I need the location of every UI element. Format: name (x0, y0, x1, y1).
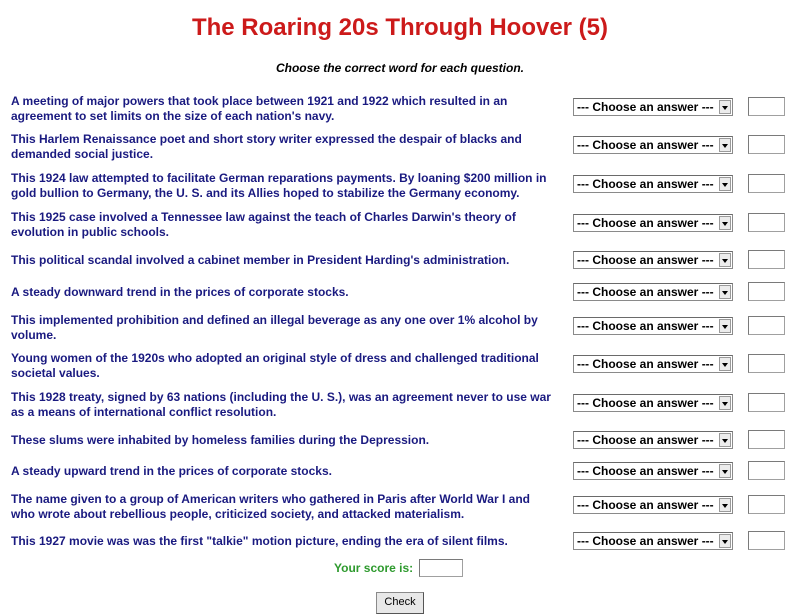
question-text: This 1927 movie was was the first "talkie" motion picture, ending the era of silent films. (11, 534, 508, 548)
answer-field[interactable] (748, 531, 785, 550)
score-field[interactable] (419, 559, 463, 577)
question-text: This 1924 law attempted to facilitate German reparations payments. By loaning $200 million in gold bullion to Germany, the U. S. and its Allies hoped to stabilize the Germany economy. (11, 171, 547, 200)
chevron-down-icon[interactable] (719, 285, 731, 299)
dropdown-selected-value: --- Choose an answer --- (577, 177, 714, 191)
answer-dropdown[interactable] (573, 496, 733, 514)
check-button[interactable]: Check (376, 592, 424, 614)
answer-dropdown[interactable] (573, 317, 733, 335)
question-text: This implemented prohibition and defined an illegal beverage as any one over 1% alcohol by volume. (11, 313, 538, 342)
chevron-down-icon[interactable] (719, 177, 731, 191)
answer-field[interactable] (748, 250, 785, 269)
answer-field[interactable] (748, 282, 785, 301)
chevron-down-icon[interactable] (719, 433, 731, 447)
answer-field[interactable] (748, 354, 785, 373)
answer-dropdown[interactable] (573, 532, 733, 550)
question-text: A steady downward trend in the prices of corporate stocks. (11, 285, 349, 299)
answer-field[interactable] (748, 97, 785, 116)
dropdown-selected-value: --- Choose an answer --- (577, 138, 714, 152)
answer-dropdown[interactable] (573, 355, 733, 373)
answer-dropdown[interactable] (573, 394, 733, 412)
answer-dropdown[interactable] (573, 98, 733, 116)
question-text: This 1928 treaty, signed by 63 nations (including the U. S.), was an agreement never to use war as a means of international conflict resolution. (11, 390, 551, 419)
page-title: The Roaring 20s Through Hoover (5) (191, 14, 609, 41)
question-text: This 1925 case involved a Tennessee law against the teach of Charles Darwin's theory of evolution in public schools. (11, 210, 516, 239)
dropdown-selected-value: --- Choose an answer --- (577, 433, 714, 447)
chevron-down-icon[interactable] (719, 138, 731, 152)
dropdown-selected-value: --- Choose an answer --- (577, 319, 714, 333)
answer-field[interactable] (748, 174, 785, 193)
dropdown-selected-value: --- Choose an answer --- (577, 498, 714, 512)
question-text: The name given to a group of American writers who gathered in Paris after World War I and who wrote about rebellious people, criticized society, and attacked materialism. (11, 492, 530, 521)
chevron-down-icon[interactable] (719, 396, 731, 410)
question-text: These slums were inhabited by homeless families during the Depression. (11, 433, 430, 447)
answer-field[interactable] (748, 461, 785, 480)
dropdown-selected-value: --- Choose an answer --- (577, 396, 714, 410)
answer-dropdown[interactable] (573, 251, 733, 269)
answer-field[interactable] (748, 213, 785, 232)
answer-dropdown[interactable] (573, 431, 733, 449)
answer-field[interactable] (748, 393, 785, 412)
dropdown-selected-value: --- Choose an answer --- (577, 534, 714, 548)
dropdown-selected-value: --- Choose an answer --- (577, 253, 714, 267)
question-text: Young women of the 1920s who adopted an original style of dress and challenged traditional societal values. (11, 351, 539, 380)
chevron-down-icon[interactable] (719, 216, 731, 230)
dropdown-selected-value: --- Choose an answer --- (577, 216, 714, 230)
question-text: This political scandal involved a cabinet member in President Harding's administration. (11, 253, 510, 267)
chevron-down-icon[interactable] (719, 253, 731, 267)
dropdown-selected-value: --- Choose an answer --- (577, 100, 714, 114)
instructions: Choose the correct word for each question. (275, 61, 525, 75)
answer-dropdown[interactable] (573, 214, 733, 232)
dropdown-selected-value: --- Choose an answer --- (577, 285, 714, 299)
chevron-down-icon[interactable] (719, 319, 731, 333)
dropdown-selected-value: --- Choose an answer --- (577, 464, 714, 478)
answer-field[interactable] (748, 495, 785, 514)
answer-dropdown[interactable] (573, 283, 733, 301)
answer-field[interactable] (748, 430, 785, 449)
question-text: A meeting of major powers that took place between 1921 and 1922 which resulted in an agreement to set limits on the size of each nation's navy. (11, 94, 508, 123)
answer-dropdown[interactable] (573, 136, 733, 154)
answer-field[interactable] (748, 135, 785, 154)
chevron-down-icon[interactable] (719, 357, 731, 371)
chevron-down-icon[interactable] (719, 498, 731, 512)
answer-field[interactable] (748, 316, 785, 335)
answer-dropdown[interactable] (573, 462, 733, 480)
question-text: This Harlem Renaissance poet and short story writer expressed the despair of blacks and demanded social justice. (11, 132, 522, 161)
question-text: A steady upward trend in the prices of corporate stocks. (11, 464, 332, 478)
chevron-down-icon[interactable] (719, 464, 731, 478)
answer-dropdown[interactable] (573, 175, 733, 193)
chevron-down-icon[interactable] (719, 100, 731, 114)
chevron-down-icon[interactable] (719, 534, 731, 548)
dropdown-selected-value: --- Choose an answer --- (577, 357, 714, 371)
score-label: Your score is: (334, 561, 414, 575)
